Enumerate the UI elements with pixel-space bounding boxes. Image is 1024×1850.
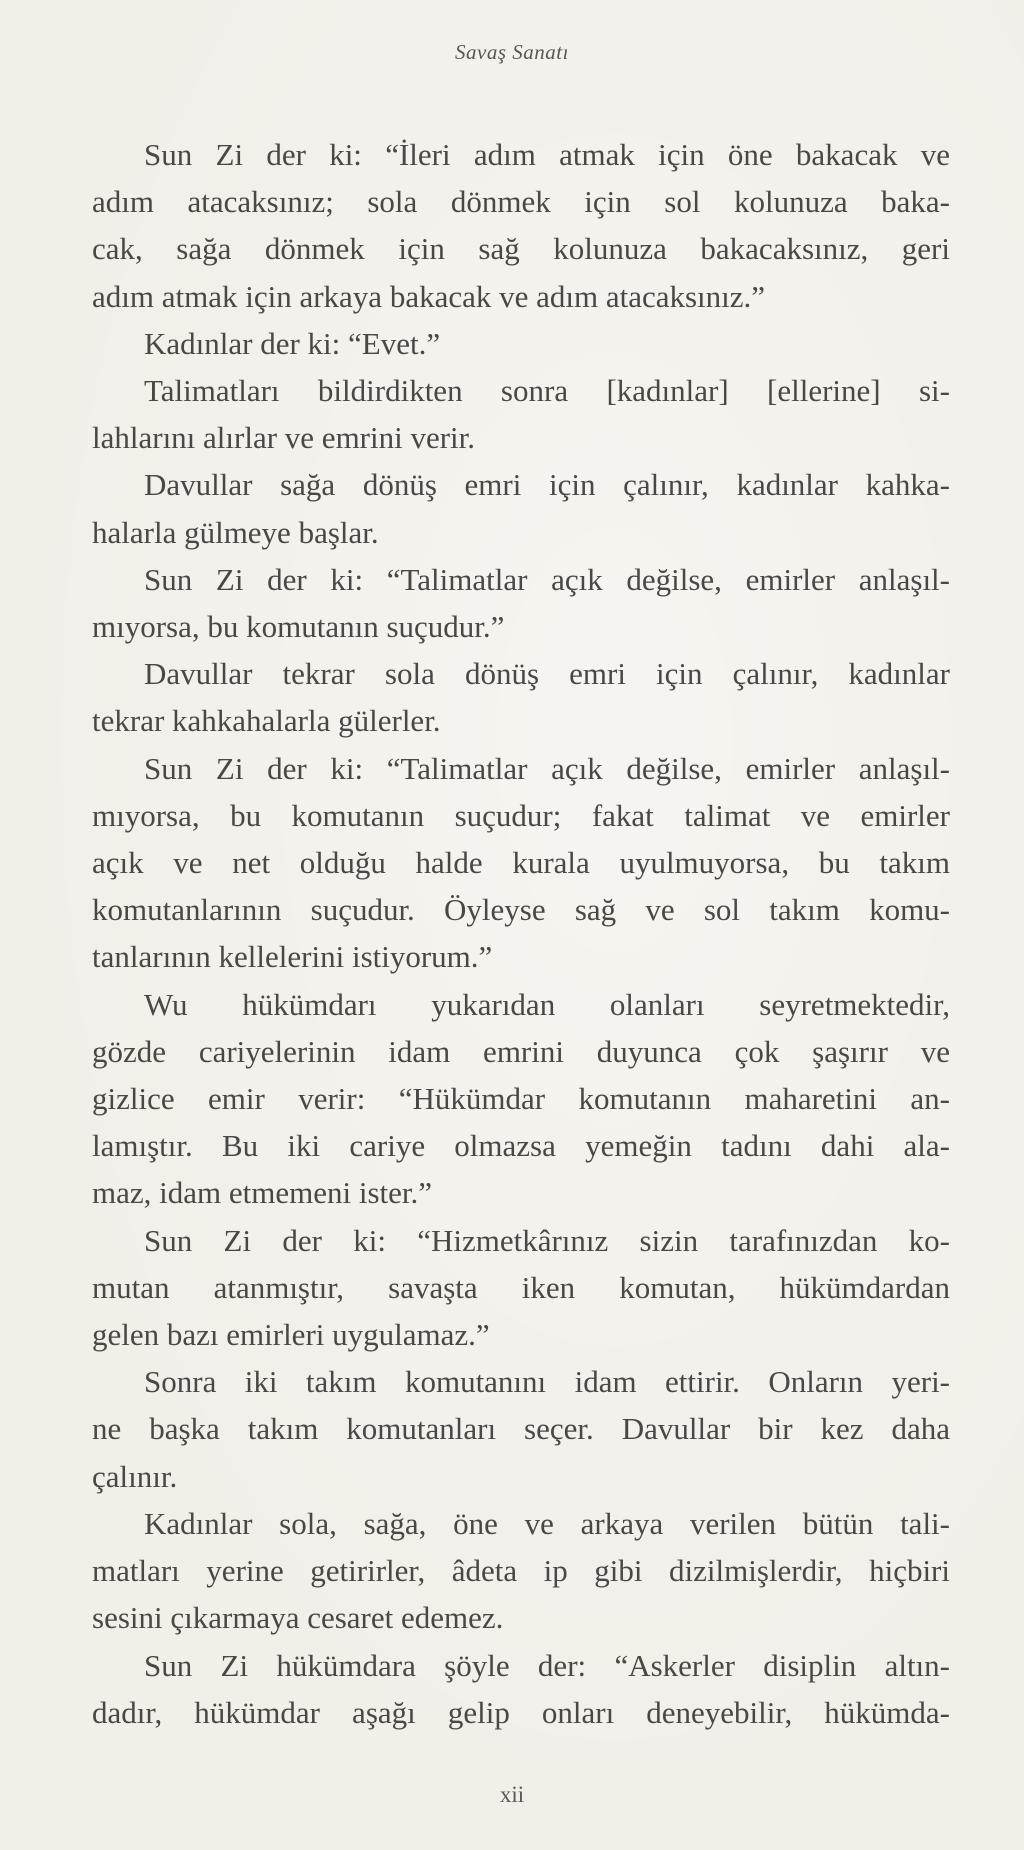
text-line: ne başka takım komutanları seçer. Davullar bir kez daha xyxy=(92,1411,950,1447)
text-line: Sonra iki takım komutanını idam ettirir. Onların yeri- xyxy=(144,1364,950,1400)
text-line: Talimatları bildirdikten sonra [kadınlar] [ellerine] si- xyxy=(144,373,950,409)
body-text xyxy=(92,131,950,1736)
text-line: halarla gülmeye başlar. xyxy=(92,514,379,550)
paragraph xyxy=(92,981,950,1217)
text-line: cak, sağa dönmek için sağ kolunuza bakacaksınız, geri xyxy=(92,231,950,267)
text-line: sesini çıkarmaya cesaret edemez. xyxy=(92,1600,504,1636)
text-line: çalınır. xyxy=(92,1458,178,1494)
paragraph xyxy=(92,1358,950,1500)
text-line: gelen bazı emirleri uygulamaz.” xyxy=(92,1317,490,1353)
running-title: Savaş Sanatı xyxy=(455,40,569,64)
text-line: maz, idam etmemeni ister.” xyxy=(92,1175,433,1211)
text-line: Wu hükümdarı yukarıdan olanları seyretmektedir, xyxy=(144,986,950,1022)
paragraph xyxy=(92,1217,950,1359)
paragraph xyxy=(92,320,950,367)
text-line: Sun Zi der ki: “Talimatlar açık değilse, emirler anlaşıl- xyxy=(144,561,950,597)
text-line: Davullar tekrar sola dönüş emri için çalınır, kadınlar xyxy=(144,656,950,692)
text-line: mıyorsa, bu komutanın suçudur.” xyxy=(92,609,505,645)
paragraph xyxy=(92,1642,950,1736)
text-line: mutan atanmıştır, savaşta iken komutan, hükümdardan xyxy=(92,1269,950,1305)
text-line: adım atmak için arkaya bakacak ve adım atacaksınız.” xyxy=(92,278,766,314)
text-line: lahlarını alırlar ve emrini verir. xyxy=(92,420,476,456)
text-line: Sun Zi der ki: “İleri adım atmak için öne bakacak ve xyxy=(144,137,950,172)
text-line: komutanlarının suçudur. Öyleyse sağ ve sol takım komu- xyxy=(92,892,950,928)
text-line: tanlarının kellelerini istiyorum.” xyxy=(92,939,493,975)
text-line: Sun Zi der ki: “Talimatlar açık değilse, emirler anlaşıl- xyxy=(144,750,950,786)
text-line: Kadınlar der ki: “Evet.” xyxy=(144,325,441,361)
text-line: Sun Zi hükümdara şöyle der: “Askerler disiplin altın- xyxy=(144,1647,950,1683)
text-line: mıyorsa, bu komutanın suçudur; fakat talimat ve emirler xyxy=(92,797,950,833)
paragraph xyxy=(92,461,950,555)
text-line: adım atacaksınız; sola dönmek için sol kolunuza baka- xyxy=(92,184,950,220)
paragraph xyxy=(92,745,950,981)
text-line: tekrar kahkahalarla gülerler. xyxy=(92,703,441,739)
paragraph xyxy=(92,367,950,461)
page-number: xii xyxy=(499,1782,525,1807)
paragraph xyxy=(92,556,950,650)
text-line: açık ve net olduğu halde kurala uyulmuyorsa, bu takım xyxy=(92,845,950,881)
text-line: Kadınlar sola, sağa, öne ve arkaya verilen bütün tali- xyxy=(144,1505,950,1541)
text-line: matları yerine getirirler, âdeta ip gibi dizilmişlerdir, hiçbiri xyxy=(92,1553,950,1589)
text-line: Davullar sağa dönüş emri için çalınır, kadınlar kahka- xyxy=(144,467,950,503)
text-line: gözde cariyelerinin idam emrini duyunca çok şaşırır ve xyxy=(92,1033,950,1069)
text-line: gizlice emir verir: “Hükümdar komutanın maharetini an- xyxy=(92,1081,950,1117)
text-line: lamıştır. Bu iki cariye olmazsa yemeğin tadını dahi ala- xyxy=(92,1128,950,1164)
paragraph xyxy=(92,1500,950,1642)
text-line: dadır, hükümdar aşağı gelip onları deneyebilir, hükümda- xyxy=(92,1694,950,1730)
paragraph xyxy=(92,650,950,744)
paragraph xyxy=(92,131,950,320)
text-line: Sun Zi der ki: “Hizmetkârınız sizin tarafınızdan ko- xyxy=(144,1222,950,1258)
